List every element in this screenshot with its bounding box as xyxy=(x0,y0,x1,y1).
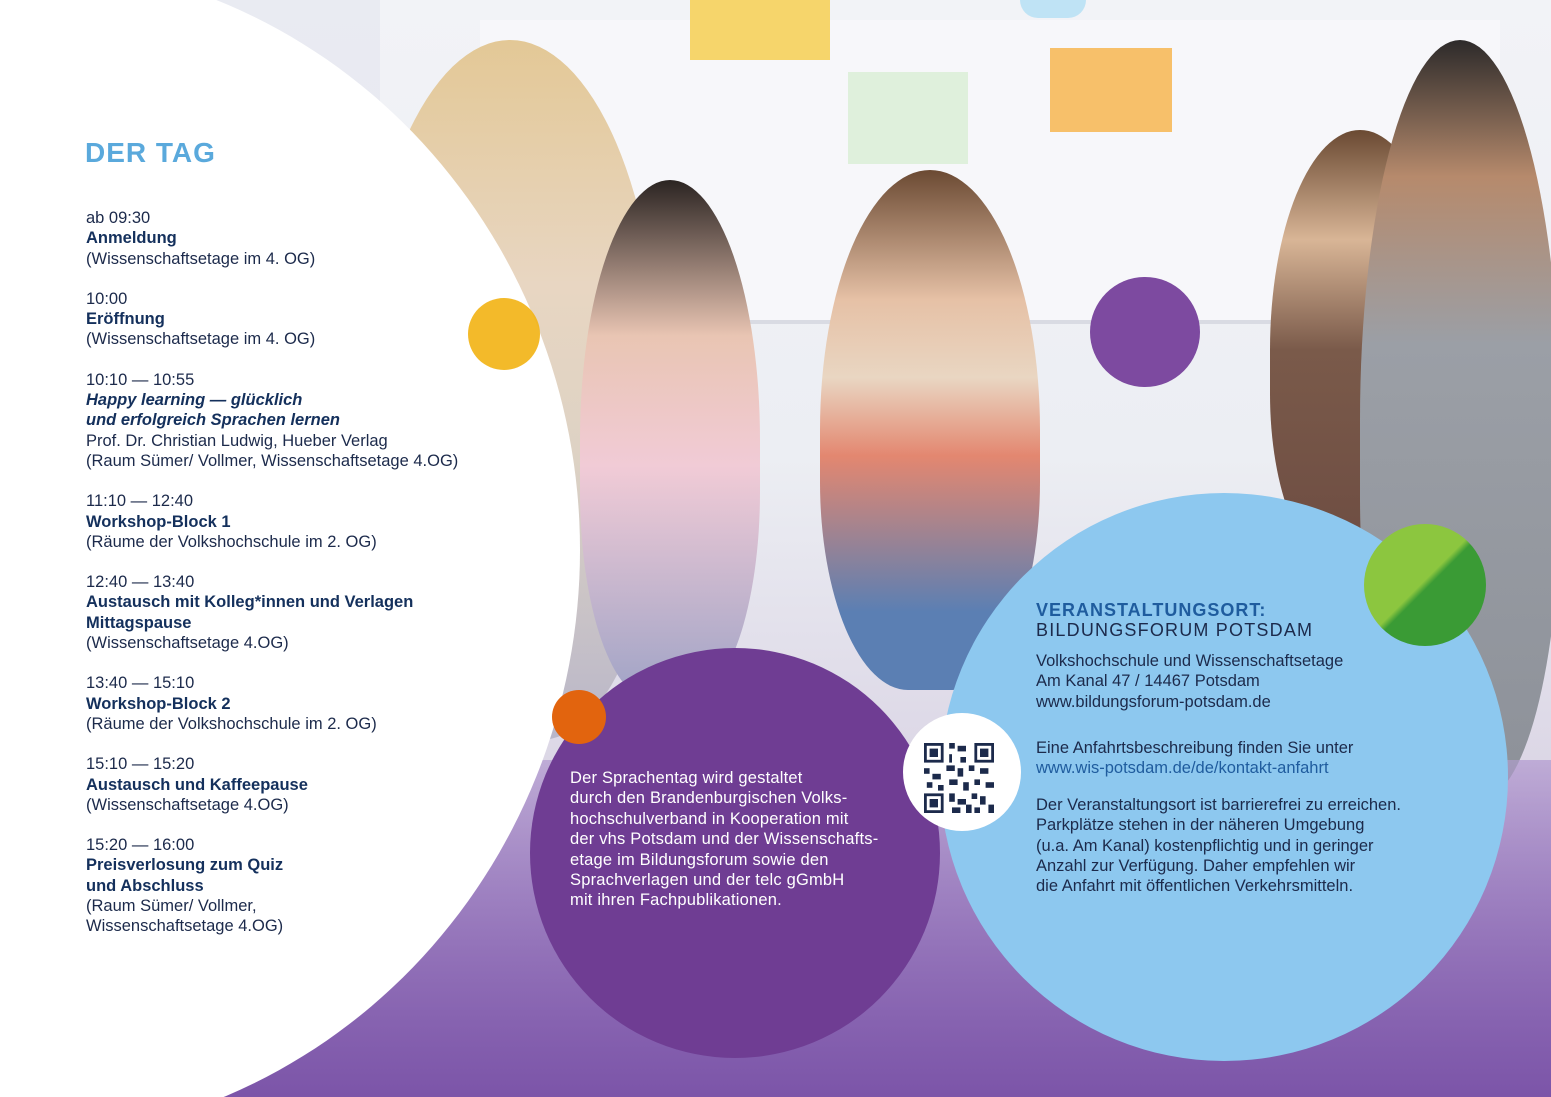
orange-dot xyxy=(552,690,606,744)
accessibility-line: Parkplätze stehen in der näheren Umgebung xyxy=(1036,816,1365,835)
schedule-item xyxy=(86,289,526,350)
schedule-item xyxy=(86,208,526,269)
venue-website-link[interactable]: www.bildungsforum-potsdam.de xyxy=(1036,692,1271,711)
schedule-activity: Anmeldung xyxy=(86,229,177,248)
schedule-detail: Wissenschaftsetage 4.OG) xyxy=(86,917,284,936)
organizer-line: etage im Bildungsforum sowie den xyxy=(570,850,829,869)
schedule-activity: Happy learning — glücklich xyxy=(86,391,303,410)
violet-dot xyxy=(1090,277,1200,387)
sticky-note-green xyxy=(848,72,968,164)
schedule-item xyxy=(86,370,526,471)
schedule-detail: (Wissenschaftsetage 4.OG) xyxy=(86,795,289,814)
schedule-detail: (Wissenschaftsetage 4.OG) xyxy=(86,634,289,653)
schedule-time: 15:20 — 16:00 xyxy=(86,836,195,855)
venue-info xyxy=(1036,600,1496,897)
directions-link[interactable]: www.wis-potsdam.de/de/kontakt-anfahrt xyxy=(1036,759,1329,778)
schedule-time: 11:10 — 12:40 xyxy=(86,492,194,511)
schedule-item xyxy=(86,572,526,653)
schedule-list xyxy=(86,208,526,957)
day-title: DER TAG xyxy=(85,137,216,168)
schedule-item xyxy=(86,673,526,734)
schedule-item xyxy=(86,491,526,552)
organizer-line: durch den Brandenburgischen Volks- xyxy=(570,789,848,808)
schedule-speaker: Prof. Dr. Christian Ludwig, Hueber Verlag xyxy=(86,431,388,450)
schedule-detail: (Wissenschaftsetage im 4. OG) xyxy=(86,249,316,268)
accessibility-line: (u.a. Am Kanal) kostenpflichtig und in geringer xyxy=(1036,836,1374,855)
organizer-text xyxy=(570,768,940,911)
schedule-activity: und Abschluss xyxy=(86,876,204,895)
schedule-activity: Austausch mit Kolleg*innen und Verlagen xyxy=(86,593,414,612)
organizer-line: Sprachverlagen und der telc gGmbH xyxy=(570,871,845,890)
person-woman-pink xyxy=(580,180,760,700)
directions-intro: Eine Anfahrtsbeschreibung finden Sie unter xyxy=(1036,739,1354,758)
schedule-detail: (Räume der Volkshochschule im 2. OG) xyxy=(86,714,377,733)
schedule-time: 10:10 — 10:55 xyxy=(86,370,195,389)
schedule-detail: (Räume der Volkshochschule im 2. OG) xyxy=(86,532,377,551)
schedule-detail: (Raum Sümer/ Vollmer, Wissenschaftsetage 4.OG) xyxy=(86,451,459,470)
accessibility-line: die Anfahrt mit öffentlichen Verkehrsmitteln. xyxy=(1036,877,1354,896)
schedule-time: ab 09:30 xyxy=(86,209,151,227)
schedule-time: 12:40 — 13:40 xyxy=(86,573,195,592)
organizer-line: hochschulverband in Kooperation mit xyxy=(570,809,849,828)
schedule-item xyxy=(86,835,526,936)
sticky-note-yellow xyxy=(690,0,830,60)
schedule-activity: Mittagspause xyxy=(86,613,192,632)
schedule-detail: (Raum Sümer/ Vollmer, xyxy=(86,897,257,916)
schedule-time: 13:40 — 15:10 xyxy=(86,674,195,693)
venue-address-line: Volkshochschule und Wissenschaftsetage xyxy=(1036,651,1344,670)
sticky-note-blue xyxy=(1020,0,1086,18)
organizer-line: mit ihren Fachpublikationen. xyxy=(570,891,782,910)
schedule-time: 10:00 xyxy=(86,289,128,308)
venue-name: BILDUNGSFORUM POTSDAM xyxy=(1036,620,1314,641)
venue-address-line: Am Kanal 47 / 14467 Potsdam xyxy=(1036,672,1260,691)
accessibility-line: Anzahl zur Verfügung. Daher empfehlen wir xyxy=(1036,857,1356,876)
sticky-note-orange xyxy=(1050,48,1172,132)
schedule-activity: Preisverlosung zum Quiz xyxy=(86,856,284,875)
schedule-activity: Eröffnung xyxy=(86,310,165,329)
schedule-activity: Workshop-Block 1 xyxy=(86,512,231,531)
schedule-detail: (Wissenschaftsetage im 4. OG) xyxy=(86,330,316,349)
organizer-line: der vhs Potsdam und der Wissenschafts- xyxy=(570,830,879,849)
schedule-activity: Austausch und Kaffeepause xyxy=(86,775,308,794)
schedule-time: 15:10 — 15:20 xyxy=(86,755,195,774)
schedule-item xyxy=(86,754,526,815)
venue-heading: VERANSTALTUNGSORT: xyxy=(1036,600,1267,620)
accessibility-line: Der Veranstaltungsort ist barrierefrei zu erreichen. xyxy=(1036,795,1401,814)
organizer-line: Der Sprachentag wird gestaltet xyxy=(570,769,803,787)
schedule-activity: Workshop-Block 2 xyxy=(86,694,231,713)
schedule-activity: und erfolgreich Sprachen lernen xyxy=(86,411,340,430)
